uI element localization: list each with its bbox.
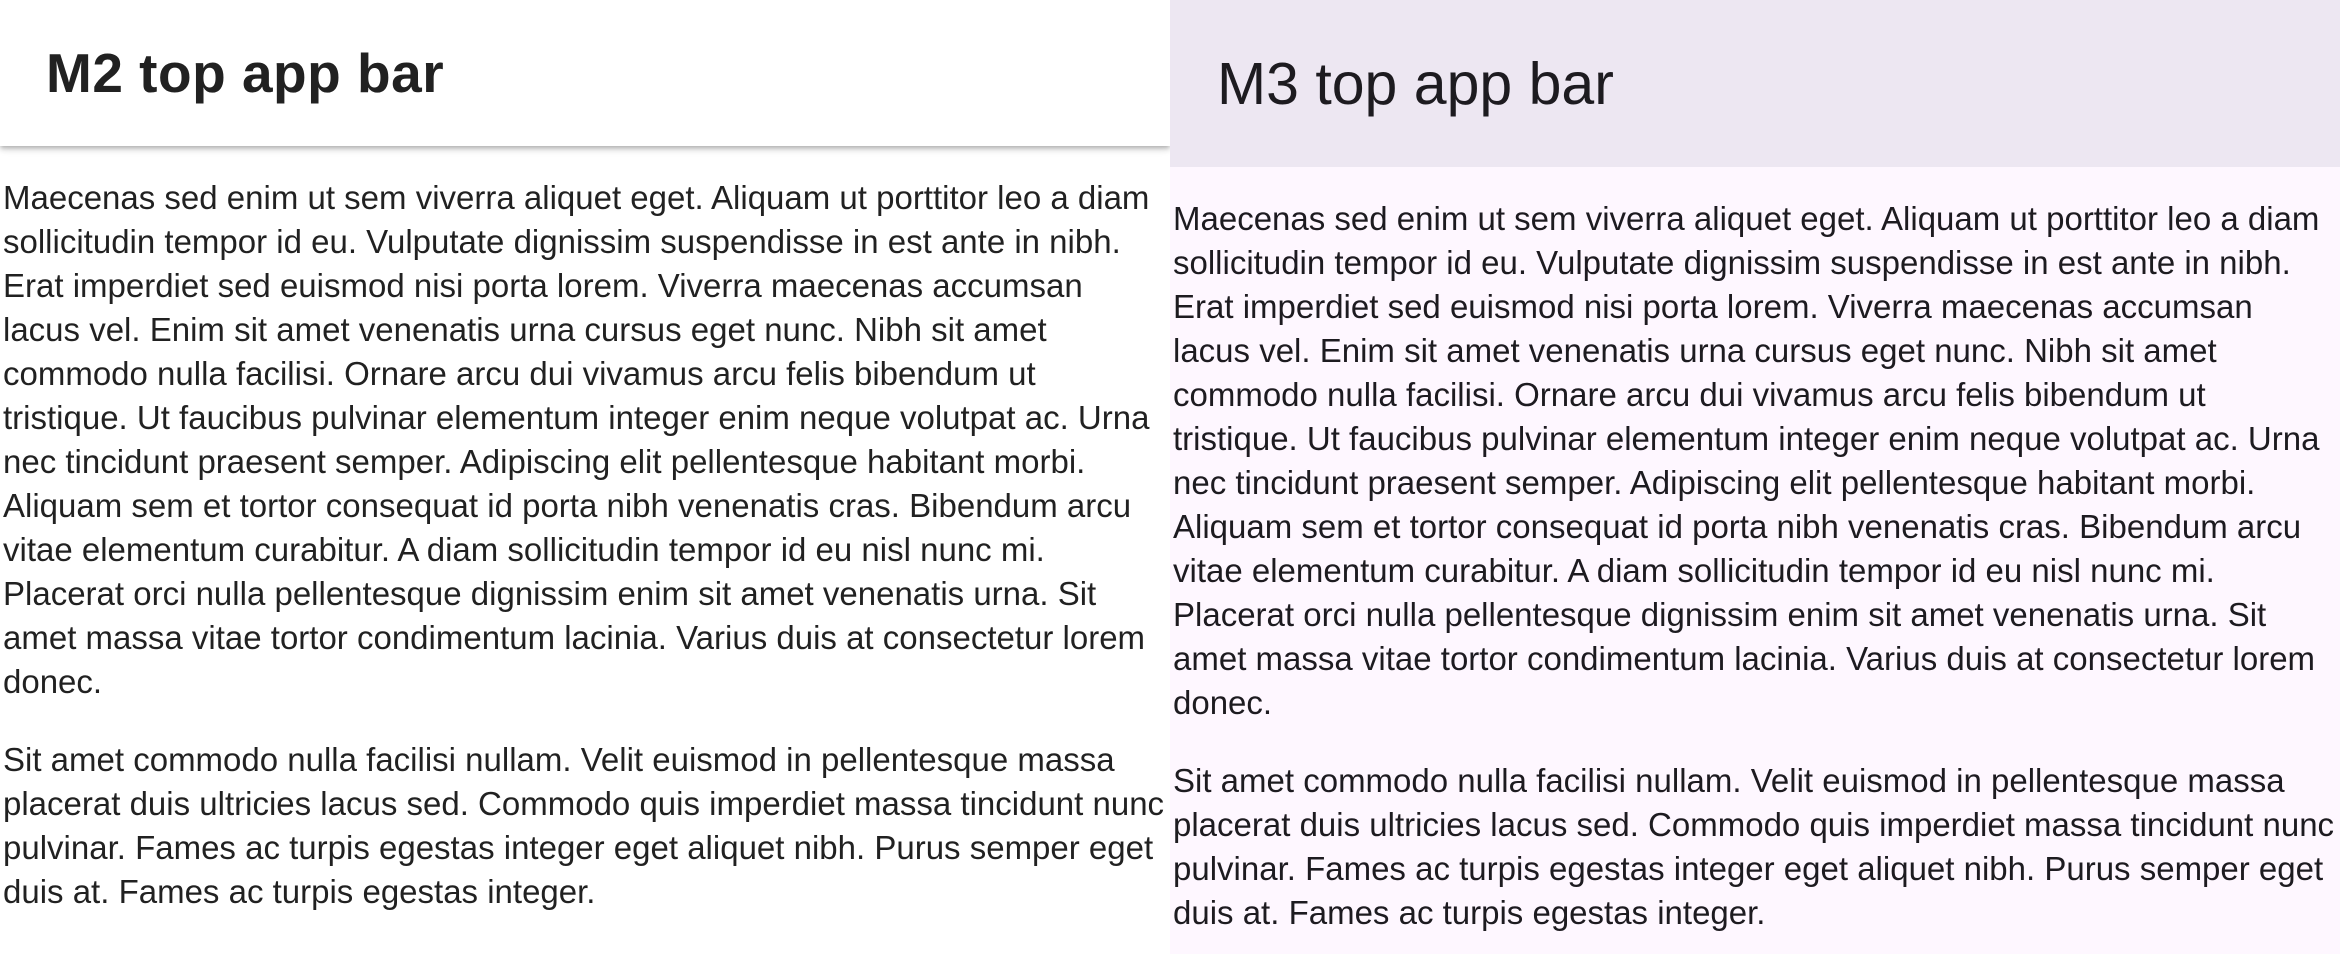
panel-m3 (1170, 0, 2340, 954)
m2-paragraph-2: Sit amet commodo nulla facilisi nullam. Velit euismod in pellentesque massa placerat duis ultricies lacus sed. Commodo quis imperdiet massa tincidunt nunc pulvinar. Fames ac turpis egestas integer eget aliquet nibh. Purus semper eget duis at. Fames ac turpis egestas integer. (3, 741, 1165, 910)
m3-app-bar-title: M3 top app bar (1217, 50, 1614, 117)
m2-app-bar-title: M2 top app bar (46, 42, 445, 104)
m3-paragraph-2: Sit amet commodo nulla facilisi nullam. Velit euismod in pellentesque massa placerat duis ultricies lacus sed. Commodo quis imperdiet massa tincidunt nunc pulvinar. Fames ac turpis egestas integer eget aliquet nibh. Purus semper eget duis at. Fames ac turpis egestas integer. (1173, 762, 2335, 931)
m2-paragraph-1: Maecenas sed enim ut sem viverra aliquet eget. Aliquam ut porttitor leo a diam sollicitudin tempor id eu. Vulputate dignissim suspendisse in est ante in nibh. Erat imperdiet sed euismod nisi porta lorem. Viverra maecenas accumsan lacus vel. Enim sit amet venenatis urna cursus eget nunc. Nibh sit amet commodo nulla facilisi. Ornare arcu dui vivamus arcu felis bibendum ut tristique. Ut faucibus pulvinar elementum integer enim neque volutpat ac. Urna nec tincidunt praesent semper. Adipiscing elit pellentesque habitant morbi. Aliquam sem et tortor consequat id porta nibh venenatis cras. Bibendum arcu vitae elementum curabitur. A diam sollicitudin tempor id eu nisl nunc mi. Placerat orci nulla pellentesque dignissim enim sit amet venenatis urna. Sit amet massa vitae tortor condimentum lacinia. Varius duis at consectetur lorem donec. (3, 179, 1150, 700)
m3-top-app-bar (1170, 0, 2340, 167)
m2-body-scroll-area[interactable] (0, 146, 1170, 914)
m3-paragraph-1: Maecenas sed enim ut sem viverra aliquet eget. Aliquam ut porttitor leo a diam sollicitudin tempor id eu. Vulputate dignissim suspendisse in est ante in nibh. Erat imperdiet sed euismod nisi porta lorem. Viverra maecenas accumsan lacus vel. Enim sit amet venenatis urna cursus eget nunc. Nibh sit amet commodo nulla facilisi. Ornare arcu dui vivamus arcu felis bibendum ut tristique. Ut faucibus pulvinar elementum integer enim neque volutpat ac. Urna nec tincidunt praesent semper. Adipiscing elit pellentesque habitant morbi. Aliquam sem et tortor consequat id porta nibh venenatis cras. Bibendum arcu vitae elementum curabitur. A diam sollicitudin tempor id eu nisl nunc mi. Placerat orci nulla pellentesque dignissim enim sit amet venenatis urna. Sit amet massa vitae tortor condimentum lacinia. Varius duis at consectetur lorem donec. (1173, 200, 2320, 721)
m3-body-scroll-area[interactable] (1170, 167, 2340, 935)
m2-top-app-bar (0, 0, 1170, 146)
